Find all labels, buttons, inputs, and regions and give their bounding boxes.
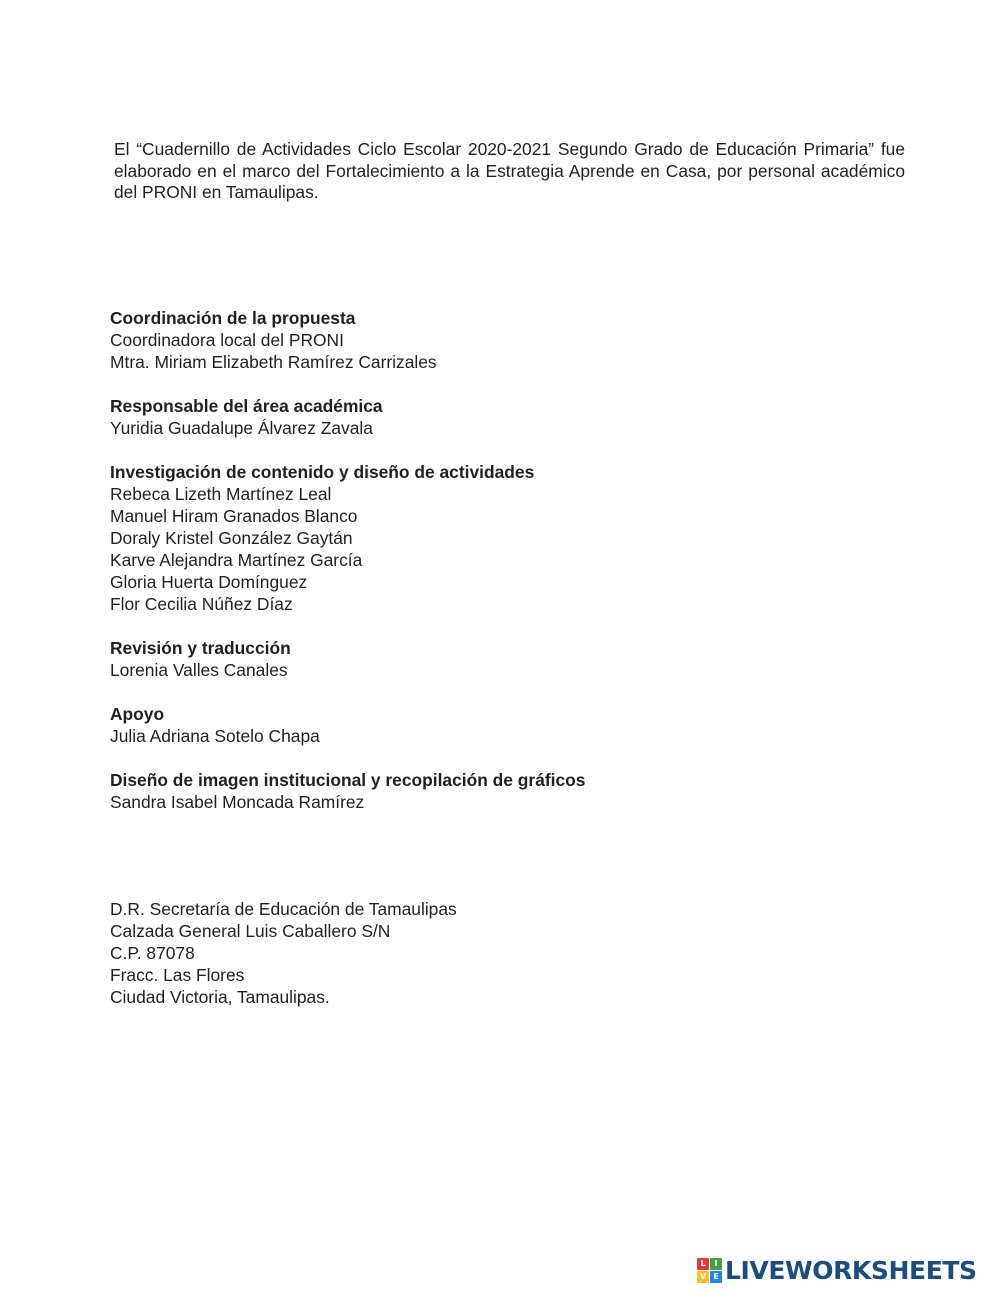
- credit-line: Rebeca Lizeth Martínez Leal: [110, 484, 332, 504]
- credit-section: [110, 395, 810, 439]
- section-heading: Revisión y traducción: [110, 638, 291, 658]
- credit-section: [110, 461, 810, 615]
- credit-section: [110, 703, 810, 747]
- address-line: Fracc. Las Flores: [110, 965, 245, 985]
- credits-list: [110, 307, 810, 835]
- section-heading: Coordinación de la propuesta: [110, 308, 356, 328]
- logo-tile: I: [710, 1258, 722, 1270]
- credit-line: Flor Cecilia Núñez Díaz: [110, 594, 293, 614]
- credit-line: Doraly Kristel González Gaytán: [110, 528, 353, 548]
- credit-section: [110, 307, 810, 373]
- credit-line: Karve Alejandra Martínez García: [110, 550, 363, 570]
- credit-section: [110, 769, 810, 813]
- credit-line: Manuel Hiram Granados Blanco: [110, 506, 358, 526]
- brand-wordmark: LIVEWORKSHEETS: [725, 1255, 977, 1285]
- credit-line: Coordinadora local del PRONI: [110, 330, 344, 350]
- credit-line: Gloria Huerta Domínguez: [110, 572, 308, 592]
- credit-line: Yuridia Guadalupe Álvarez Zavala: [110, 418, 373, 438]
- address-line: C.P. 87078: [110, 943, 195, 963]
- section-heading: Apoyo: [110, 704, 165, 724]
- credit-line: Sandra Isabel Moncada Ramírez: [110, 792, 365, 812]
- intro-paragraph: El “Cuadernillo de Actividades Ciclo Escolar 2020-2021 Segundo Grado de Educación Primaria” fue elaborado en el marco del Fortalecimiento a la Estrategia Aprende en Casa, por personal académico del PRONI en Tamaulipas.: [114, 139, 905, 202]
- address-line: D.R. Secretaría de Educación de Tamaulipas: [110, 899, 457, 919]
- logo-tile: L: [697, 1258, 709, 1270]
- liveworksheets-logo-icon: [697, 1258, 722, 1283]
- section-heading: Responsable del área académica: [110, 396, 383, 416]
- section-heading: Investigación de contenido y diseño de actividades: [110, 462, 535, 482]
- section-heading: Diseño de imagen institucional y recopilación de gráficos: [110, 770, 586, 790]
- logo-tile: V: [697, 1271, 709, 1283]
- address-line: Calzada General Luis Caballero S/N: [110, 921, 391, 941]
- address-line: Ciudad Victoria, Tamaulipas.: [110, 987, 330, 1007]
- credit-line: Mtra. Miriam Elizabeth Ramírez Carrizales: [110, 352, 437, 372]
- credit-section: [110, 637, 810, 681]
- credit-line: Lorenia Valles Canales: [110, 660, 288, 680]
- address-block: [110, 898, 710, 1008]
- credit-line: Julia Adriana Sotelo Chapa: [110, 726, 320, 746]
- liveworksheets-logo[interactable]: [697, 1254, 977, 1286]
- logo-tile: E: [710, 1271, 722, 1283]
